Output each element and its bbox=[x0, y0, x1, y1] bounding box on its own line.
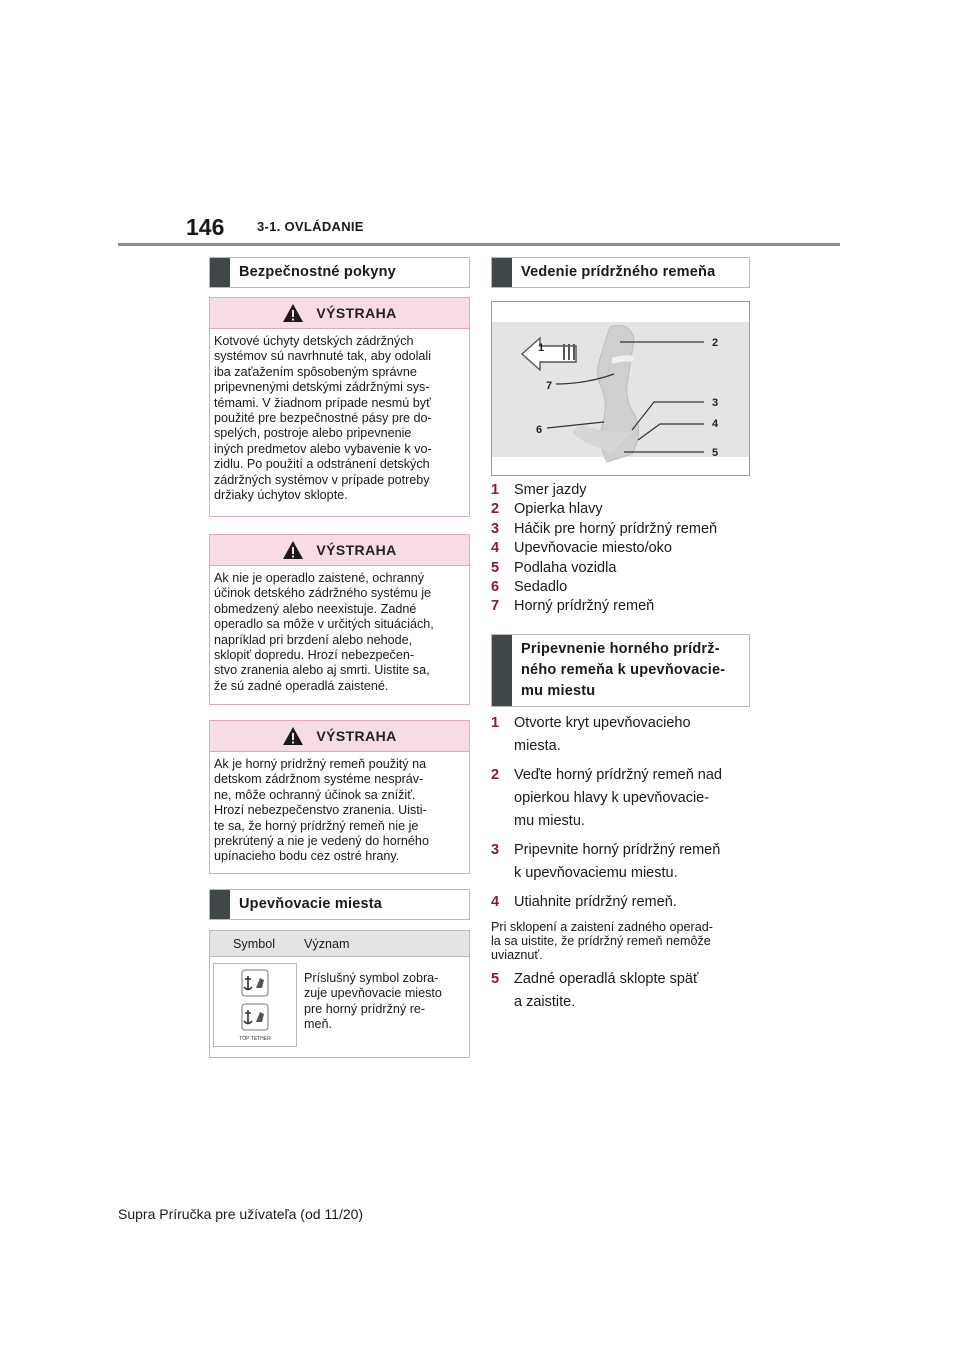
footer-text: Supra Príručka pre užívateľa (od 11/20) bbox=[118, 1206, 364, 1222]
legend-text: Podlaha vozidla bbox=[514, 559, 617, 576]
routing-section-title: Vedenie prídržného remeňa bbox=[521, 264, 716, 280]
safety-section-heading bbox=[209, 257, 470, 288]
description-line: Príslušný symbol zobra- bbox=[304, 971, 439, 985]
legend-number: 1 bbox=[491, 482, 500, 498]
legend-item bbox=[491, 481, 717, 500]
icon-caption: TOP TETHER bbox=[239, 1036, 271, 1042]
callout-3: 3 bbox=[712, 397, 719, 409]
note-line: Pri sklopení a zaistení zadného operad- bbox=[491, 920, 713, 934]
step-line: mu miestu. bbox=[514, 813, 585, 829]
warning-line: zádržných systémov v prípade potreby bbox=[214, 472, 430, 487]
note-text bbox=[491, 920, 722, 962]
warning-header bbox=[210, 721, 469, 752]
warning-box-3 bbox=[209, 720, 470, 874]
section-marker bbox=[492, 258, 512, 287]
attach-title-line: mu miestu bbox=[521, 683, 596, 699]
warning-line: te sa, že horný prídržný remeň nie je bbox=[214, 818, 419, 833]
warning-line: iných predmetov alebo vybavenie k vo- bbox=[214, 441, 432, 456]
legend-number: 5 bbox=[491, 559, 500, 576]
chapter-title: 3-1. OVLÁDANIE bbox=[257, 219, 364, 234]
step-number: 2 bbox=[491, 767, 500, 783]
step-line: Pripevnite horný prídržný remeň bbox=[514, 842, 721, 858]
step-item bbox=[491, 764, 722, 833]
description-line: meň. bbox=[304, 1017, 332, 1032]
legend-number: 6 bbox=[491, 579, 500, 596]
step-item bbox=[491, 712, 722, 758]
note-line: uviaznuť. bbox=[491, 948, 543, 962]
warning-title: VÝSTRAHA bbox=[316, 305, 397, 321]
warning-line: že sú zadné operadlá zaistené. bbox=[214, 678, 389, 693]
step-line: Otvorte kryt upevňovacieho bbox=[514, 715, 691, 731]
step-item bbox=[491, 891, 722, 914]
legend-text: Opierka hlavy bbox=[514, 501, 603, 518]
warning-line: upínacieho bodu cez ostré hrany. bbox=[214, 849, 400, 864]
callout-1: 1 bbox=[538, 342, 545, 354]
seat-illustration bbox=[492, 302, 749, 475]
safety-section-title: Bezpečnostné pokyny bbox=[239, 264, 396, 280]
legend-number: 7 bbox=[491, 598, 500, 615]
tether-routing-diagram bbox=[491, 301, 750, 476]
section-marker bbox=[492, 635, 512, 706]
warning-line: stvo zranenia alebo aj smrti. Uistite sa, bbox=[214, 663, 430, 678]
warning-line: držiaky úchytov sklopte. bbox=[214, 488, 348, 503]
routing-section-heading bbox=[491, 257, 750, 288]
warning-line: prekrútený a nie je vedený do horného bbox=[214, 834, 429, 849]
legend-item bbox=[491, 559, 717, 578]
section-marker bbox=[210, 890, 230, 919]
step-number: 5 bbox=[491, 971, 500, 987]
step-line: miesta. bbox=[514, 738, 561, 754]
legend-text: Smer jazdy bbox=[514, 482, 587, 498]
warning-line: spelých, postroje alebo pripevnenie bbox=[214, 426, 412, 441]
warning-text bbox=[210, 566, 469, 694]
legend-item bbox=[491, 539, 717, 558]
step-number: 1 bbox=[491, 715, 500, 731]
callout-5: 5 bbox=[712, 447, 719, 459]
warning-line: ne, môže ochranný účinok sa znížiť. bbox=[214, 787, 416, 802]
warning-line: použité pre bezpečnostné pásy pre do- bbox=[214, 411, 432, 426]
warning-triangle-icon bbox=[282, 540, 304, 560]
warning-line: zidlu. Po použití a odstránení detských bbox=[214, 457, 430, 472]
anchor-section-title: Upevňovacie miesta bbox=[239, 896, 383, 912]
diagram-legend bbox=[491, 481, 717, 617]
anchor-section-heading bbox=[209, 889, 470, 920]
legend-text: Upevňovacie miesto/oko bbox=[514, 540, 672, 557]
legend-text: Sedadlo bbox=[514, 579, 568, 596]
header-divider bbox=[118, 243, 840, 246]
warning-line: operadlo sa môže v určitých situáciách, bbox=[214, 617, 434, 632]
callout-6: 6 bbox=[536, 424, 543, 436]
warning-line: napríklad pri brzdení alebo nehode, bbox=[214, 632, 413, 647]
symbol-cell bbox=[210, 957, 298, 1057]
symbol-table bbox=[209, 930, 470, 1058]
warning-line: témami. V žiadnom prípade nesmú byť bbox=[214, 395, 431, 410]
column-header-symbol: Symbol bbox=[233, 936, 275, 951]
legend-text: Horný prídržný remeň bbox=[514, 598, 655, 615]
warning-line: Ak nie je operadlo zaistené, ochranný bbox=[214, 571, 425, 585]
step-line: Zadné operadlá sklopte späť bbox=[514, 971, 699, 987]
legend-item bbox=[491, 520, 717, 539]
warning-title: VÝSTRAHA bbox=[316, 728, 397, 744]
warning-line: obmedzený alebo neexistuje. Zadné bbox=[214, 601, 417, 616]
step-line: Utiahnite prídržný remeň. bbox=[514, 894, 677, 910]
warning-line: Hrozí nebezpečenstvo zranenia. Uisti- bbox=[214, 803, 427, 818]
top-tether-anchor-icon bbox=[214, 964, 296, 1046]
warning-text bbox=[210, 329, 469, 503]
warning-line: pripevnenými detskými zádržnými sys- bbox=[214, 380, 430, 395]
legend-item bbox=[491, 597, 717, 616]
step-line: Veďte horný prídržný remeň nad bbox=[514, 767, 722, 783]
page-number: 146 bbox=[186, 214, 225, 240]
step-item bbox=[491, 968, 722, 1014]
step-item bbox=[491, 839, 722, 885]
warning-box-2 bbox=[209, 534, 470, 705]
attach-section-title bbox=[512, 635, 733, 706]
warning-triangle-icon bbox=[282, 726, 304, 746]
callout-2: 2 bbox=[712, 337, 719, 349]
callout-4: 4 bbox=[712, 418, 719, 430]
table-header bbox=[210, 931, 469, 957]
warning-line: účinok detského zádržného systému je bbox=[214, 586, 432, 601]
description-line: zuje upevňovacie miesto bbox=[304, 986, 442, 1001]
warning-line: sklopiť dopredu. Hrozí nebezpečen- bbox=[214, 648, 415, 663]
warning-box-1 bbox=[209, 297, 470, 517]
step-number: 3 bbox=[491, 842, 500, 858]
section-marker bbox=[210, 258, 230, 287]
symbol-frame bbox=[213, 963, 297, 1047]
warning-line: iba zaťažením spôsobeným správne bbox=[214, 364, 417, 379]
callout-7: 7 bbox=[546, 380, 553, 392]
warning-triangle-icon bbox=[282, 303, 304, 323]
warning-title: VÝSTRAHA bbox=[316, 542, 397, 558]
warning-line: Ak je horný prídržný remeň použitý na bbox=[214, 757, 427, 771]
attach-title-line: ného remeňa k upevňovacie- bbox=[521, 662, 726, 678]
legend-number: 3 bbox=[491, 520, 500, 537]
legend-number: 4 bbox=[491, 540, 500, 557]
note-line: la sa uistite, že prídržný remeň nemôže bbox=[491, 934, 711, 948]
warning-line: Kotvové úchyty detských zádržných bbox=[214, 334, 414, 348]
warning-text bbox=[210, 752, 469, 865]
attach-section-heading bbox=[491, 634, 750, 707]
step-line: a zaistite. bbox=[514, 994, 576, 1010]
description-line: pre horný prídržný re- bbox=[304, 1001, 426, 1016]
steps-list bbox=[491, 712, 722, 1014]
legend-item bbox=[491, 500, 717, 519]
step-line: opierkou hlavy k upevňovacie- bbox=[514, 790, 710, 806]
legend-item bbox=[491, 578, 717, 597]
legend-text: Háčik pre horný prídržný remeň bbox=[514, 520, 718, 537]
warning-line: detskom zádržnom systéme nespráv- bbox=[214, 772, 424, 787]
column-header-meaning: Význam bbox=[304, 936, 350, 951]
legend-number: 2 bbox=[491, 501, 500, 518]
table-row bbox=[210, 957, 469, 1057]
warning-header bbox=[210, 535, 469, 566]
symbol-description bbox=[298, 957, 448, 1057]
step-line: k upevňovaciemu miestu. bbox=[514, 865, 678, 881]
warning-header bbox=[210, 298, 469, 329]
attach-title-line: Pripevnenie horného prídrž- bbox=[521, 641, 720, 657]
warning-line: systémov sú navrhnuté tak, aby odolali bbox=[214, 349, 432, 364]
step-number: 4 bbox=[491, 894, 500, 910]
